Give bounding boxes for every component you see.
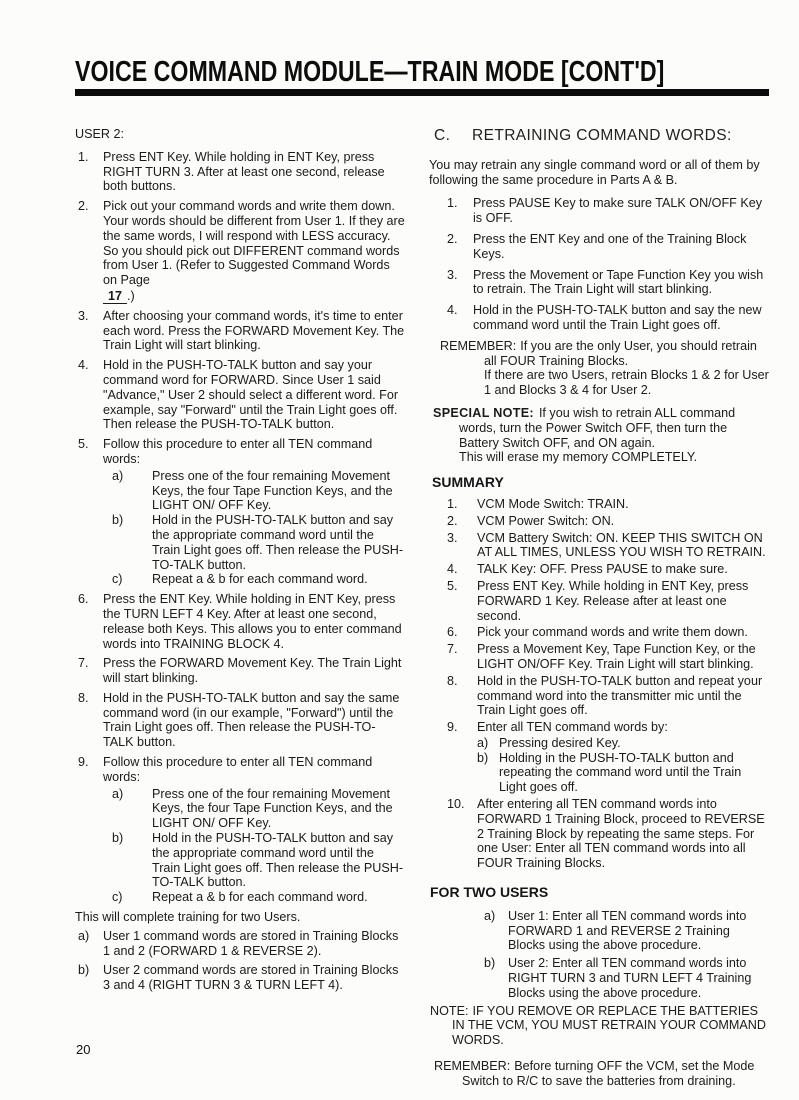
item-text: Press the ENT Key. While holding in ENT Key, press the TURN LEFT 4 Key. After at least one second, release both Keys. This allows you to enter command words into TRAINING BLOCK 4.	[103, 592, 402, 651]
left-column	[75, 127, 405, 1089]
closing-text: This will complete training for two Users.	[75, 910, 301, 925]
retrain-item-1	[447, 196, 769, 226]
item-text: User 1: Enter all TEN command words into FORWARD 1 and REVERSE 2 Training Blocks using the above procedure.	[508, 908, 747, 953]
sub-text: Press one of the four remaining Movement Keys, the four Tape Function Keys, and the LIGHT ON/ OFF Key.	[152, 786, 393, 831]
remember-note	[440, 339, 769, 398]
page-ref-suffix: .)	[127, 288, 135, 303]
item-number: a)	[484, 908, 496, 923]
special-note-text: If you wish to retrain ALL command words, turn the Power Switch OFF, then turn the Battery Switch OFF, and ON again.	[459, 405, 736, 450]
sub-number: c)	[112, 572, 123, 587]
sub-number: b)	[112, 513, 124, 528]
summary-item-10	[447, 797, 769, 871]
section-c-heading	[434, 129, 769, 144]
special-note-label: SPECIAL NOTE:	[433, 405, 534, 420]
item-text: Hold in the PUSH-TO-TALK button and say your command word for FORWARD. Since User 1 said "Advance," User 2 should select a different word. For example, say "Forward" until the Train Light goes off. Then release the PUSH-TO-TALK button.	[103, 358, 399, 432]
list-item-9	[78, 755, 405, 905]
item-number: b)	[484, 956, 496, 971]
item-number: 9.	[447, 720, 458, 735]
sub-item-b	[103, 513, 405, 572]
item-text: Press the ENT Key and one of the Training Block Keys.	[473, 231, 747, 261]
item-number: 6.	[447, 625, 458, 640]
summary-item-1	[447, 497, 769, 512]
note-label: NOTE:	[430, 1003, 469, 1018]
retrain-item-4	[447, 303, 769, 333]
item-number: 7.	[78, 656, 89, 671]
page-title: VOICE COMMAND MODULE—TRAIN MODE [CONT'D]	[75, 56, 665, 88]
sub-list	[103, 469, 405, 587]
page-reference	[103, 289, 405, 304]
special-note	[433, 406, 769, 465]
sub-list	[103, 787, 405, 905]
sub-number: a)	[477, 735, 489, 750]
remember-note-line1	[440, 339, 769, 369]
item-number: 2.	[447, 513, 458, 528]
list-item-7	[78, 656, 405, 686]
item-body	[477, 720, 769, 795]
summary-item-7	[447, 642, 769, 672]
list-item-5	[78, 437, 405, 587]
item-text: User 2 command words are stored in Training Blocks 3 and 4 (RIGHT TURN 3 & TURN LEFT 4).	[103, 963, 399, 993]
sub-text: Hold in the PUSH-TO-TALK button and say the appropriate command word until the Train Light goes off. Then release the PUSH-TO-TALK button.	[152, 831, 404, 890]
item-number: a)	[78, 928, 90, 943]
sub-text: Repeat a & b for each command word.	[152, 572, 368, 587]
title-rule	[75, 89, 769, 96]
sub-item-b	[477, 751, 769, 795]
item-text: After choosing your command words, it's time to enter each word. Press the FORWARD Movement Key. The Train Light will start blinking.	[103, 308, 405, 353]
final-remember	[434, 1059, 769, 1089]
item-body	[103, 755, 405, 905]
sub-item-a	[477, 736, 769, 751]
sub-text: Hold in the PUSH-TO-TALK button and say the appropriate command word until the Train Light goes off. Then release the PUSH-TO-TALK button.	[152, 513, 404, 572]
closing-item-b	[78, 963, 405, 993]
summary-item-6	[447, 625, 769, 640]
item-body	[103, 437, 405, 587]
special-note-line2: This will erase my memory COMPLETELY.	[459, 450, 698, 465]
page-number: 20	[76, 1042, 91, 1057]
item-text: Enter all TEN command words by:	[477, 720, 668, 735]
item-number: 2.	[78, 199, 89, 214]
list-item-4	[78, 358, 405, 432]
item-text: Press the FORWARD Movement Key. The Train Light will start blinking.	[103, 656, 402, 686]
sub-text: Repeat a & b for each command word.	[152, 890, 368, 905]
summary-item-8	[447, 674, 769, 718]
sub-number: a)	[112, 468, 124, 483]
remember-label: REMEMBER:	[440, 338, 517, 353]
sub-item-a	[103, 787, 405, 831]
item-number: 3.	[447, 267, 458, 282]
special-note-line1	[433, 406, 769, 450]
user2-heading: USER 2:	[75, 127, 124, 141]
summary-item-4	[447, 562, 769, 577]
sub-item-a	[103, 469, 405, 513]
item-text: Pick out your command words and write them down. Your words should be different from User 1. If they are the same words, I will respond with LESS accuracy. So you should pick out DIFFERENT command words from User 1. (Refer to Suggested Command Words on Page	[103, 199, 405, 288]
item-number: 4.	[447, 303, 458, 318]
summary-heading: SUMMARY	[432, 474, 504, 491]
summary-item-5	[447, 579, 769, 623]
batteries-note	[430, 1004, 769, 1048]
remember-note-line2: If there are two Users, retrain Blocks 1 & 2 for User 1 and Blocks 3 & 4 for User 2.	[484, 368, 769, 398]
item-text: Press a Movement Key, Tape Function Key, or the LIGHT ON/OFF Key. Train Light will start blinking.	[477, 642, 756, 671]
sub-text: Press one of the four remaining Movement Keys, the four Tape Function Keys, and the LIGHT ON/ OFF Key.	[152, 468, 393, 513]
item-body	[103, 199, 405, 304]
item-number: 2.	[447, 231, 458, 246]
item-text: VCM Power Switch: ON.	[477, 513, 615, 528]
sub-number: a)	[112, 786, 124, 801]
remember-text: If you are the only User, you should retrain all FOUR Training Blocks.	[484, 338, 757, 368]
item-text: Press the Movement or Tape Function Key you wish to retrain. The Train Light will start blinking.	[473, 267, 764, 297]
sub-item-b	[103, 831, 405, 890]
retrain-item-3	[447, 268, 769, 298]
item-number: 10.	[447, 797, 465, 812]
right-column	[427, 127, 769, 1089]
item-number: 4.	[447, 562, 458, 577]
item-number: 3.	[78, 308, 89, 323]
item-text: Hold in the PUSH-TO-TALK button and repeat your command word into the transmitter mic until the Train Light goes off.	[477, 673, 763, 718]
item-text: VCM Battery Switch: ON. KEEP THIS SWITCH ON AT ALL TIMES, UNLESS YOU WISH TO RETRAIN.	[477, 530, 766, 560]
item-number: b)	[78, 963, 90, 978]
sub-number: b)	[112, 831, 124, 846]
list-item-2	[78, 199, 405, 304]
list-item-8	[78, 691, 405, 750]
item-number: 5.	[447, 578, 458, 593]
item-number: 1.	[447, 496, 458, 511]
item-number: 4.	[78, 358, 89, 373]
item-text: Follow this procedure to enter all TEN command words:	[103, 755, 373, 784]
item-text: Press PAUSE Key to make sure TALK ON/OFF Key is OFF.	[473, 196, 763, 226]
content-columns	[75, 127, 769, 1089]
item-number: 7.	[447, 642, 458, 657]
sub-text: Holding in the PUSH-TO-TALK button and repeating the command word until the Train Light goes off.	[499, 750, 742, 795]
item-text: Pick your command words and write them down.	[477, 625, 748, 640]
item-text: User 2: Enter all TEN command words into RIGHT TURN 3 and TURN LEFT 4 Training Blocks using the above procedure.	[508, 956, 752, 1000]
item-text: Hold in the PUSH-TO-TALK button and say the same command word (in our example, "Forward") until the Train Light goes off. Then release the PUSH-TO-TALK button.	[103, 690, 400, 750]
item-text: Press ENT Key. While holding in ENT Key, press RIGHT TURN 3. After at least one second, release both buttons.	[103, 149, 385, 194]
item-text: User 1 command words are stored in Training Blocks 1 and 2 (FORWARD 1 & REVERSE 2).	[103, 928, 399, 958]
list-item-3	[78, 309, 405, 353]
item-text: TALK Key: OFF. Press PAUSE to make sure.	[477, 562, 728, 577]
item-number: 8.	[447, 673, 458, 688]
sub-number: c)	[112, 890, 123, 905]
summary-item-9	[447, 720, 769, 795]
note-text: IF YOU REMOVE OR REPLACE THE BATTERIES IN THE VCM, YOU MUST RETRAIN YOUR COMMAND WORDS.	[452, 1003, 766, 1048]
sub-number: b)	[477, 750, 489, 765]
item-number: 1.	[78, 149, 89, 164]
retrain-item-2	[447, 232, 769, 262]
closing-item-a	[78, 929, 405, 959]
section-intro: You may retrain any single command word or all of them by following the same procedure in Parts A & B.	[429, 157, 760, 187]
list-item-1	[78, 150, 405, 194]
item-number: 9.	[78, 755, 89, 770]
summary-item-3	[447, 531, 769, 561]
item-text: Hold in the PUSH-TO-TALK button and say the new command word until the Train Light goes off.	[473, 303, 762, 332]
sub-item-c	[103, 890, 405, 905]
two-users-heading: FOR TWO USERS	[430, 884, 549, 901]
remember-text: Before turning OFF the VCM, set the Mode Switch to R/C to save the batteries from draining.	[462, 1059, 755, 1088]
remember-label: REMEMBER:	[434, 1059, 511, 1074]
item-number: 5.	[78, 437, 89, 452]
item-number: 3.	[447, 530, 458, 545]
item-number: 1.	[447, 196, 458, 211]
section-letter: C.	[434, 127, 451, 144]
item-text: After entering all TEN command words into FORWARD 1 Training Block, proceed to REVERSE 2 Training Block by repeating the same steps. For one User: Enter all TEN command words into all FOUR Training Blocks.	[477, 797, 765, 871]
item-number: 6.	[78, 592, 89, 607]
two-users-item-a	[484, 909, 769, 953]
section-title: RETRAINING COMMAND WORDS:	[472, 127, 732, 144]
sub-item-c	[103, 572, 405, 587]
summary-item-2	[447, 514, 769, 529]
page-ref-number: 17	[103, 289, 127, 304]
sub-text: Pressing desired Key.	[499, 735, 621, 750]
two-users-item-b	[484, 956, 769, 1000]
item-text: VCM Mode Switch: TRAIN.	[477, 496, 629, 511]
item-text: Follow this procedure to enter all TEN command words:	[103, 437, 373, 466]
list-item-6	[78, 592, 405, 651]
item-text: Press ENT Key. While holding in ENT Key, press FORWARD 1 Key. Release after at least one second.	[477, 578, 749, 623]
sub-list	[477, 736, 769, 795]
item-number: 8.	[78, 690, 89, 705]
